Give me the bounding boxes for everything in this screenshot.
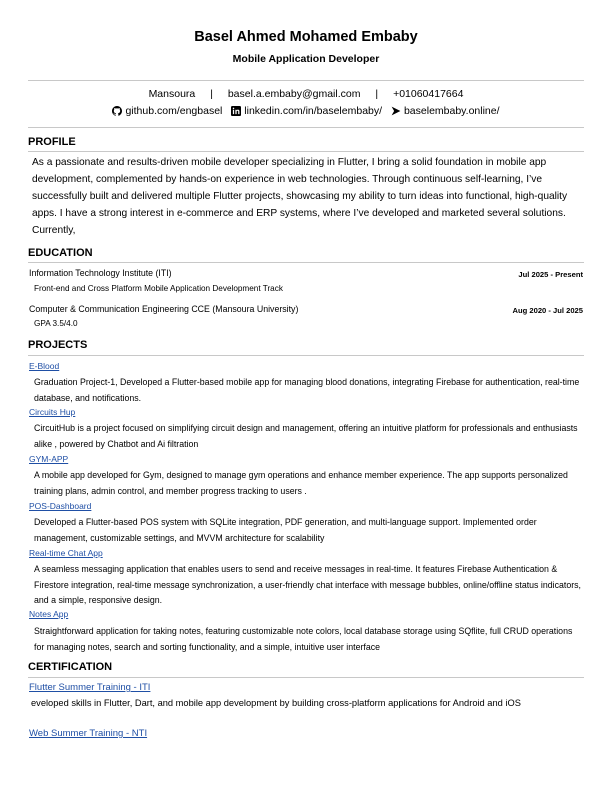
website-link[interactable] [391,105,500,117]
certification-description: eveloped skills in Flutter, Dart, and mobile app development by building cross-platform applications for Android and iOS [31,698,521,708]
separator: | [210,88,213,100]
certification-link-flutter[interactable]: Flutter Summer Training - ITI [29,682,151,693]
resume-role: Mobile Application Developer [232,53,380,65]
divider [28,677,584,678]
linkedin-icon [231,106,241,116]
education-date: Jul 2025 - Present [518,270,583,279]
linkedin-link[interactable] [231,105,382,117]
education-date: Aug 2020 - Jul 2025 [512,306,583,315]
education-detail: GPA 3.5/4.0 [34,319,78,328]
project-description: A seamless messaging application that enables users to send and receive messages in real-time. It features Firebase Authentication & Firestore integration, real-time message synchronization, a user-friendly chat interface with message bubbles, online/offline status indicators, and a simple, responsive design. [34,564,581,605]
separator: | [375,88,379,100]
certification-heading: CERTIFICATION [28,661,113,673]
project-link-notes-app[interactable]: Notes App [29,609,69,619]
linkedin-text: linkedin.com/in/baselembaby/ [244,105,383,117]
project-description: CircuitHub is a project focused on simplifying circuit design and management, offering an intuitive platform for professionals and enthusiasts alike , powered by Chatbot and Ai filtration [34,423,578,449]
github-icon [112,106,122,116]
education-detail: Front-end and Cross Platform Mobile Application Development Track [34,284,283,293]
location: Mansoura [148,88,196,100]
divider [28,355,584,356]
website-text: baselembaby.online/ [403,105,500,117]
phone: +01060417664 [393,88,464,100]
divider [28,262,584,263]
project-link-chat-app[interactable]: Real-time Chat App [29,548,103,558]
website-icon [391,106,401,116]
divider [28,151,584,152]
project-description: Straightforward application for taking notes, featuring customizable note colors, local database storage using SQflite, full CRUD operations for managing notes, search and sorting functionality, and a simple, intuitive user interface [34,626,573,652]
github-link[interactable] [112,105,222,117]
project-link-circuits-hup[interactable]: Circuits Hup [29,407,76,417]
project-description: Graduation Project-1, Developed a Flutter-based mobile app for managing blood donations, integrating Firebase for authentication, real-time database, and notifications. [34,377,580,403]
certification-link-web[interactable]: Web Summer Training - NTI [29,728,148,739]
resume-name: Basel Ahmed Mohamed Embaby [194,29,418,45]
project-link-e-blood[interactable]: E-Blood [29,361,60,371]
profile-text: As a passionate and results-driven mobile developer specializing in Flutter, I bring a solid foundation in mobile app development, complemented by hands-on experience in web technologies. Through continuous self-learning, I’ve successfully built and delivered multiple Flutter projects, showcasing my ability to turn ideas into functional, high-quality apps. I have a strong interest in e-commerce and ERP systems, where I’ve developed and marketed several solutions. Currently, [32,157,568,236]
projects-heading: PROJECTS [28,339,88,351]
education-institution: Computer & Communication Engineering CCE (Mansoura University) [29,304,299,314]
contact-line [0,88,612,100]
project-link-pos-dashboard[interactable]: POS-Dashboard [29,501,92,511]
project-description: A mobile app developed for Gym, designed to manage gym operations and enhance member experience. The app supports personalized training plans, admin control, and member progress tracking to users . [34,470,568,496]
project-link-gym-app[interactable]: GYM-APP [29,454,69,464]
github-text: github.com/engbasel [125,105,223,117]
email-link[interactable]: basel.a.embaby@gmail.com [227,88,361,100]
links-line [0,105,612,119]
divider [28,127,584,128]
profile-heading: PROFILE [28,136,76,148]
education-institution: Information Technology Institute (ITI) [29,268,172,278]
divider [28,80,584,81]
project-description: Developed a Flutter-based POS system with SQLite integration, PDF generation, and multi-language support. Implemented order management, customizable settings, and MVVM architecture for scalability [34,517,537,543]
education-heading: EDUCATION [28,247,93,259]
